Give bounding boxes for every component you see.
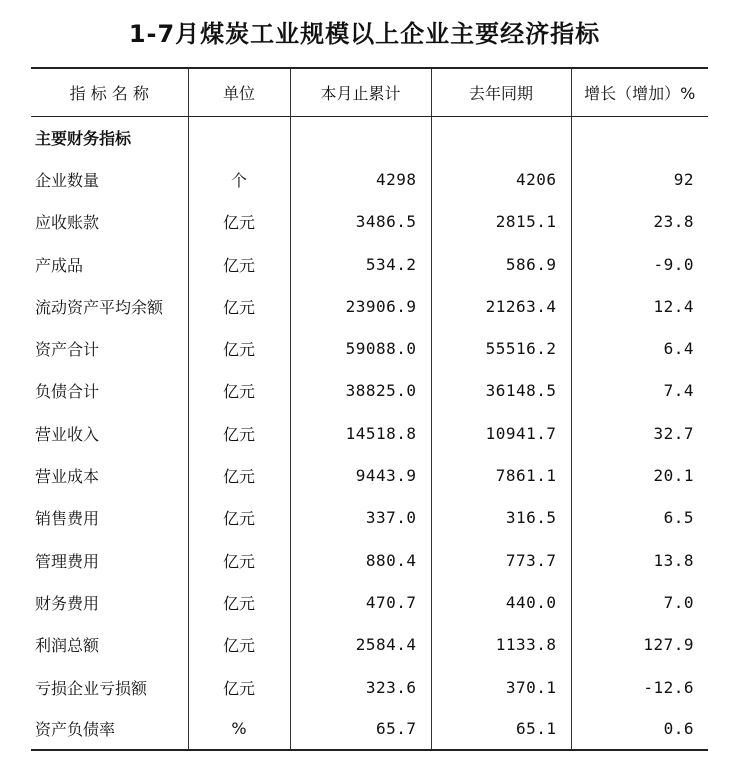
table-row (31, 370, 708, 412)
table-header (31, 68, 708, 116)
table-row (31, 708, 708, 750)
table-row (31, 158, 708, 200)
table-body (31, 116, 708, 750)
indicator-name: 产成品 (35, 255, 84, 275)
indicators-table (31, 67, 708, 751)
last-year-value: 370.1 (431, 666, 571, 708)
growth-value: 7.4 (571, 370, 708, 412)
table-row (31, 539, 708, 581)
current-value: 9443.9 (290, 454, 431, 496)
unit-cell: 亿元 (188, 412, 290, 454)
current-value: 337.0 (290, 497, 431, 539)
last-year-value: 7861.1 (431, 454, 571, 496)
unit-cell: 亿元 (188, 327, 290, 369)
unit-cell: 亿元 (188, 454, 290, 496)
current-value: 65.7 (290, 708, 431, 750)
indicator-name: 管理费用 (35, 551, 100, 571)
last-year-value: 440.0 (431, 581, 571, 623)
indicator-name: 营业收入 (35, 424, 100, 444)
last-year-value: 36148.5 (431, 370, 571, 412)
unit-cell: 个 (188, 158, 290, 200)
current-value: 2584.4 (290, 624, 431, 666)
unit-cell: 亿元 (188, 539, 290, 581)
growth-value: 32.7 (571, 412, 708, 454)
growth-value: 0.6 (571, 708, 708, 750)
indicator-name: 资产合计 (35, 340, 100, 360)
growth-value: -12.6 (571, 666, 708, 708)
indicator-name: 营业成本 (35, 467, 100, 487)
growth-value: 12.4 (571, 285, 708, 327)
indicator-name: 亏损企业亏损额 (35, 678, 148, 698)
indicator-name: 利润总额 (35, 636, 100, 656)
last-year-value: 55516.2 (431, 327, 571, 369)
growth-value: 6.4 (571, 327, 708, 369)
empty-cell (290, 116, 431, 158)
table-row (31, 454, 708, 496)
current-value: 14518.8 (290, 412, 431, 454)
header-last-year: 去年同期 (431, 68, 571, 116)
growth-value: 127.9 (571, 624, 708, 666)
header-unit: 单位 (188, 68, 290, 116)
current-value: 470.7 (290, 581, 431, 623)
table-row (31, 243, 708, 285)
last-year-value: 1133.8 (431, 624, 571, 666)
empty-cell (431, 116, 571, 158)
indicator-name: 资产负债率 (31, 708, 188, 750)
current-value: 4298 (290, 158, 431, 200)
current-value: 534.2 (290, 243, 431, 285)
unit-cell: 亿元 (188, 370, 290, 412)
empty-cell (188, 116, 290, 158)
last-year-value: 316.5 (431, 497, 571, 539)
table-row (31, 497, 708, 539)
current-value: 59088.0 (290, 327, 431, 369)
page-title: 1-7月煤炭工业规模以上企业主要经济指标 (128, 20, 601, 48)
section-label: 主要财务指标 (35, 128, 132, 148)
header-indicator-name: 指 标 名 称 (31, 68, 188, 116)
last-year-value: 4206 (431, 158, 571, 200)
unit-cell: 亿元 (188, 285, 290, 327)
last-year-value: 2815.1 (431, 201, 571, 243)
unit-cell: 亿元 (188, 624, 290, 666)
last-year-value: 10941.7 (431, 412, 571, 454)
growth-value: 6.5 (571, 497, 708, 539)
unit-cell: 亿元 (188, 581, 290, 623)
table-row (31, 285, 708, 327)
indicator-name: 企业数量 (35, 170, 100, 190)
header-current-cumulative: 本月止累计 (290, 68, 431, 116)
growth-value: -9.0 (571, 243, 708, 285)
indicator-name: 销售费用 (35, 509, 100, 529)
empty-cell (571, 116, 708, 158)
current-value: 23906.9 (290, 285, 431, 327)
indicator-name: 流动资产平均余额 (35, 297, 164, 317)
indicator-name: 应收账款 (35, 213, 100, 233)
table-row (31, 412, 708, 454)
current-value: 3486.5 (290, 201, 431, 243)
header-row (31, 68, 708, 116)
table-row (31, 327, 708, 369)
last-year-value: 21263.4 (431, 285, 571, 327)
last-year-value: 773.7 (431, 539, 571, 581)
indicator-name: 财务费用 (35, 593, 100, 613)
current-value: 38825.0 (290, 370, 431, 412)
table-row (31, 666, 708, 708)
unit-cell: 亿元 (188, 243, 290, 285)
indicator-name: 负债合计 (35, 382, 100, 402)
growth-value: 23.8 (571, 201, 708, 243)
growth-value: 7.0 (571, 581, 708, 623)
last-year-value: 65.1 (431, 708, 571, 750)
unit-cell: 亿元 (188, 497, 290, 539)
unit-cell: 亿元 (188, 201, 290, 243)
table-row (31, 624, 708, 666)
last-year-value: 586.9 (431, 243, 571, 285)
header-growth: 增长（增加）% (571, 68, 708, 116)
section-row (31, 116, 708, 158)
unit-cell: 亿元 (188, 666, 290, 708)
growth-value: 92 (571, 158, 708, 200)
unit-cell: % (188, 708, 290, 750)
current-value: 323.6 (290, 666, 431, 708)
table-row (31, 201, 708, 243)
current-value: 880.4 (290, 539, 431, 581)
growth-value: 20.1 (571, 454, 708, 496)
table-row (31, 581, 708, 623)
growth-value: 13.8 (571, 539, 708, 581)
